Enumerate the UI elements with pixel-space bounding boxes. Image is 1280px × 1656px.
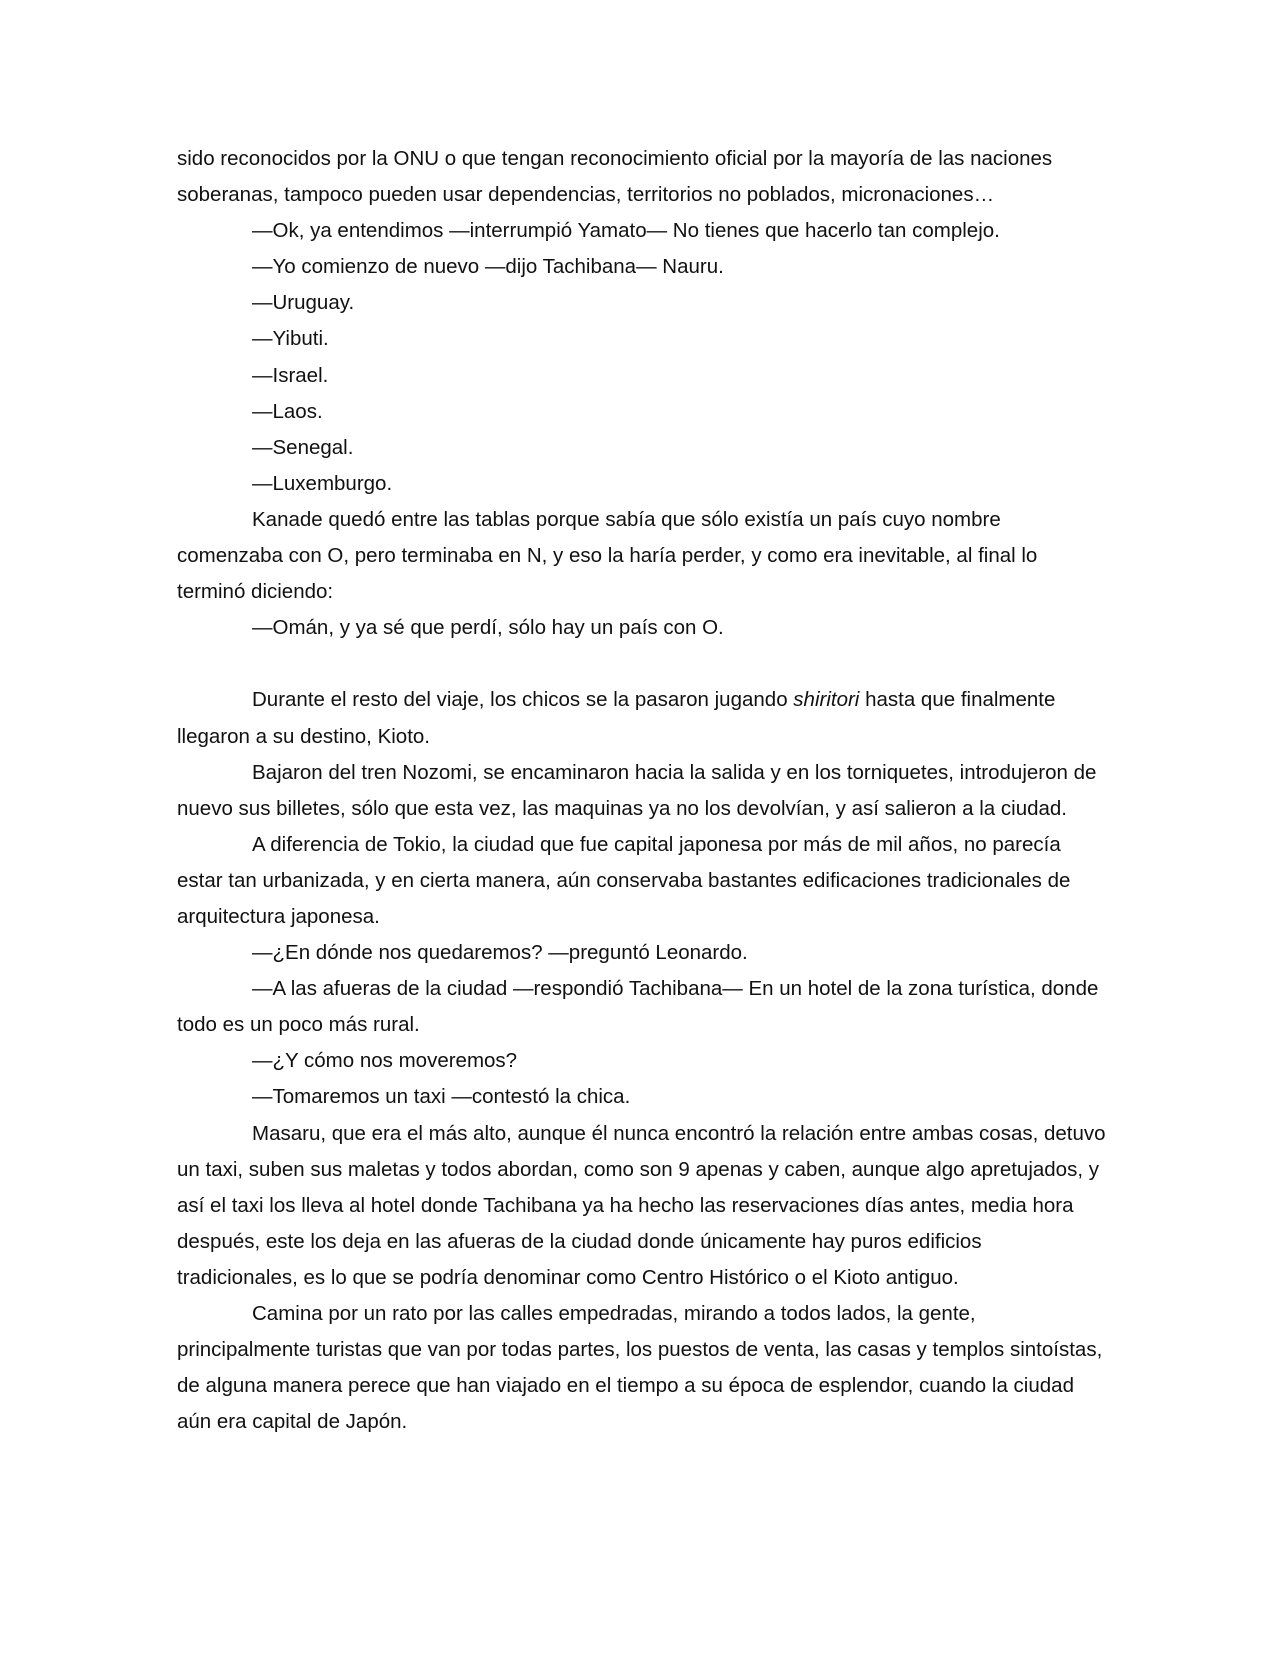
- paragraph: Kanade quedó entre las tablas porque sabía que sólo existía un país cuyo nombre comenzaba con O, pero terminaba en N, y eso la haría perder, y como era inevitable, al final lo terminó diciendo:: [177, 507, 1038, 604]
- dialogue-line: —Israel.: [252, 363, 329, 387]
- paragraph: Camina por un rato por las calles empedradas, mirando a todos lados, la gente, principalmente turistas que van por todas partes, los puestos de venta, las casas y templos sintoístas, de alguna manera perece que han viajado en el tiempo a su época de esplendor, cuando la ciudad aún era capital de Japón.: [177, 1302, 1103, 1434]
- paragraph-text: hasta que finalmente llegaron a su destino, Kioto.: [177, 688, 1056, 748]
- dialogue-line: —Laos.: [252, 399, 323, 423]
- dialogue-line: —Omán, y ya sé que perdí, sólo hay un país con O.: [252, 616, 724, 640]
- paragraph: sido reconocidos por la ONU o que tengan reconocimiento oficial por la mayoría de las naciones soberanas, tampoco pueden usar dependencias, territorios no poblados, micronaciones…: [177, 147, 1053, 207]
- dialogue-line: —Luxemburgo.: [252, 471, 393, 495]
- dialogue-line: —Yibuti.: [252, 327, 329, 351]
- paragraph: Bajaron del tren Nozomi, se encaminaron hacia la salida y en los torniquetes, introdujeron de nuevo sus billetes, sólo que esta vez, las maquinas ya no los devolvían, y así salieron a la ciudad.: [177, 760, 1097, 820]
- dialogue-line: —Uruguay.: [252, 291, 355, 315]
- dialogue-line: —A las afueras de la ciudad —respondió Tachibana— En un hotel de la zona turística, donde todo es un poco más rural.: [177, 977, 1099, 1037]
- paragraph-text: Durante el resto del viaje, los chicos se la pasaron jugando: [252, 688, 794, 712]
- dialogue-line: —Yo comienzo de nuevo —dijo Tachibana— Nauru.: [252, 255, 724, 279]
- dialogue-line: —Ok, ya entendimos —interrumpió Yamato— No tienes que hacerlo tan complejo.: [252, 219, 1000, 243]
- document-body: [177, 141, 1107, 1440]
- italic-term: shiritori: [793, 688, 860, 712]
- paragraph: Masaru, que era el más alto, aunque él nunca encontró la relación entre ambas cosas, detuvo un taxi, suben sus maletas y todos abordan, como son 9 apenas y caben, aunque algo apretujados, y así el taxi los lleva al hotel donde Tachibana ya ha hecho las reservaciones días antes, media hora después, este los deja en las afueras de la ciudad donde únicamente hay puros edificios tradicionales, es lo que se podría denominar como Centro Histórico o el Kioto antiguo.: [177, 1121, 1106, 1289]
- section-break: [177, 646, 1107, 682]
- dialogue-line: —¿En dónde nos quedaremos? —preguntó Leonardo.: [252, 941, 748, 965]
- dialogue-line: —¿Y cómo nos moveremos?: [252, 1049, 518, 1073]
- paragraph: A diferencia de Tokio, la ciudad que fue capital japonesa por más de mil años, no parecía estar tan urbanizada, y en cierta manera, aún conservaba bastantes edificaciones tradicionales de arquitectura japonesa.: [177, 832, 1071, 928]
- dialogue-line: —Senegal.: [252, 435, 354, 459]
- paragraph: [177, 682, 1107, 754]
- dialogue-line: —Tomaremos un taxi —contestó la chica.: [252, 1085, 631, 1109]
